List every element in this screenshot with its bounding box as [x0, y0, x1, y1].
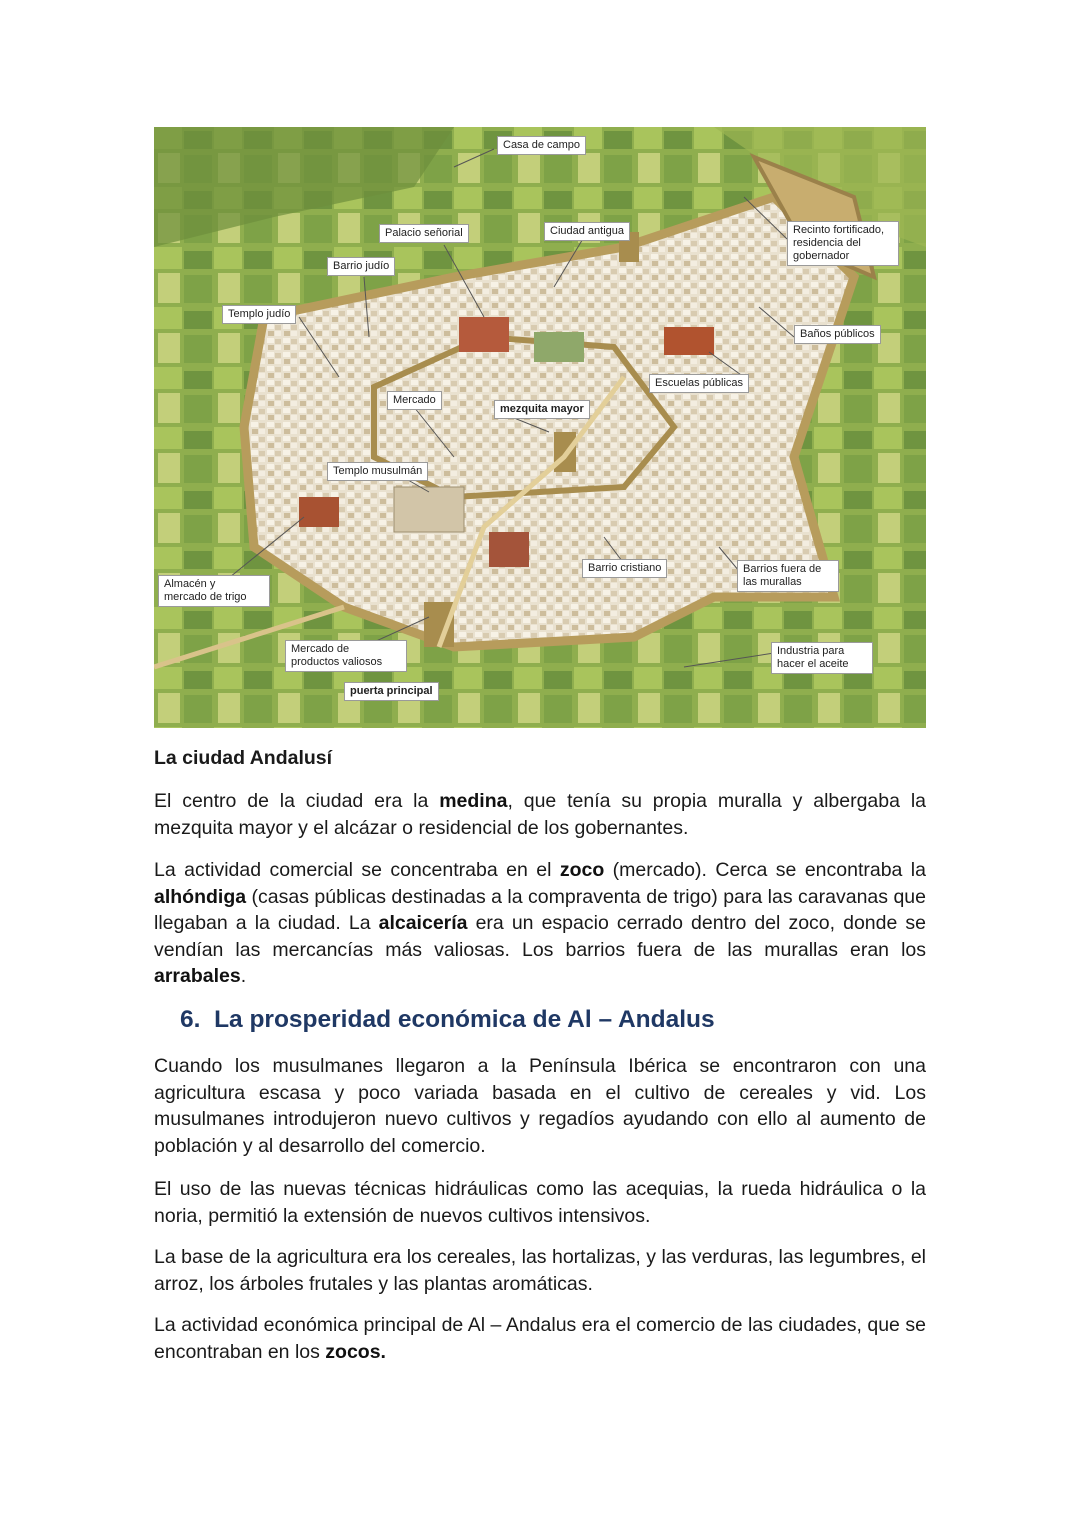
label-puerta-principal: puerta principal: [344, 682, 439, 701]
text-run: era un espacio cerrado dentro del zoco, donde se vendían las mercancías más valiosas. Los barrios fuera de las murallas eran los: [154, 912, 926, 961]
label-barrios-fuera: Barrios fuera de las murallas: [737, 560, 839, 592]
text-run: (casas públicas destinadas a la compraventa de trigo) para las caravanas que llegaban a la ciudad. La: [154, 885, 926, 934]
text-run: La actividad económica principal de Al – Andalus era el comercio de las ciudades, que se encontraban en los: [154, 1314, 926, 1363]
mosque-courtyard: [534, 332, 584, 362]
term-zoco: zoco: [559, 859, 605, 881]
paragraph-base-agricultura: La base de la agricultura era los cereales, las hortalizas, y las verduras, las legumbres, el arroz, los árboles frutales y las plantas aromáticas.: [154, 1246, 926, 1295]
section-heading: [180, 1006, 715, 1034]
text-run: , que tenía su propia muralla y albergaba la mezquita mayor y el alcázar o residencial de los gobernantes.: [154, 790, 926, 839]
section-number: 6.: [180, 1006, 201, 1033]
text-run: .: [240, 965, 247, 987]
label-banos-publicos: Baños públicos: [794, 325, 881, 344]
city-illustration: [154, 127, 926, 728]
label-barrio-cristiano: Barrio cristiano: [582, 559, 667, 578]
label-mercado: Mercado: [387, 391, 442, 410]
term-alcaiceria: alcaicería: [378, 912, 468, 934]
label-industria-aceite: Industria para hacer el aceite: [771, 642, 873, 674]
label-casa-de-campo: Casa de campo: [497, 136, 586, 155]
label-ciudad-antigua: Ciudad antigua: [544, 222, 630, 241]
paragraph-hidraulica: El uso de las nuevas técnicas hidráulicas como las acequias, la rueda hidráulica o la noria, permitió la extensión de nuevos cultivos intensivos.: [154, 1178, 926, 1227]
paragraph-medina: [154, 788, 926, 841]
term-alhondiga: alhóndiga: [154, 885, 247, 908]
text-run: (mercado). Cerca se encontraba la: [604, 859, 926, 881]
section-title-text: La prosperidad económica de Al – Andalus: [214, 1006, 715, 1033]
paragraph-agricultura: Cuando los musulmanes llegaron a la Península Ibérica se encontraron con una agricultura escasa y poco variada basada en el cultivo de cereales y vid. Los musulmanes introdujeron nuevo cultivos y regadíos ayudando con ello al aumento de población y al desarrollo del comercio.: [154, 1055, 926, 1157]
label-templo-musulman: Templo musulmán: [327, 462, 428, 481]
text-run: La actividad comercial se concentraba en el: [154, 859, 560, 881]
term-arrabales: arrabales: [154, 965, 241, 987]
label-barrio-judio: Barrio judío: [327, 257, 395, 276]
term-zocos: zocos.: [325, 1340, 386, 1363]
label-mercado-valiosos: Mercado de productos valiosos: [285, 640, 407, 672]
subsection-title: La ciudad Andalusí: [154, 747, 333, 769]
paragraph-zoco: [154, 857, 926, 990]
christian-church: [489, 532, 529, 567]
palace-building: [459, 317, 509, 352]
city-map-drawing: [154, 127, 926, 728]
label-palacio-senorial: Palacio señorial: [379, 224, 469, 243]
baths-building: [664, 327, 714, 355]
term-medina: medina: [439, 790, 508, 812]
label-escuelas-publicas: Escuelas públicas: [649, 374, 749, 393]
market-hall: [394, 487, 464, 532]
paragraph-comercio: [154, 1312, 926, 1365]
text-run: El centro de la ciudad era la: [154, 790, 440, 812]
label-almacen-trigo: Almacén y mercado de trigo: [158, 575, 270, 607]
label-recinto-fortificado: Recinto fortificado, residencia del gobernador: [787, 221, 899, 266]
label-mezquita-mayor: mezquita mayor: [494, 400, 590, 419]
granary: [299, 497, 339, 527]
label-templo-judio: Templo judío: [222, 305, 296, 324]
